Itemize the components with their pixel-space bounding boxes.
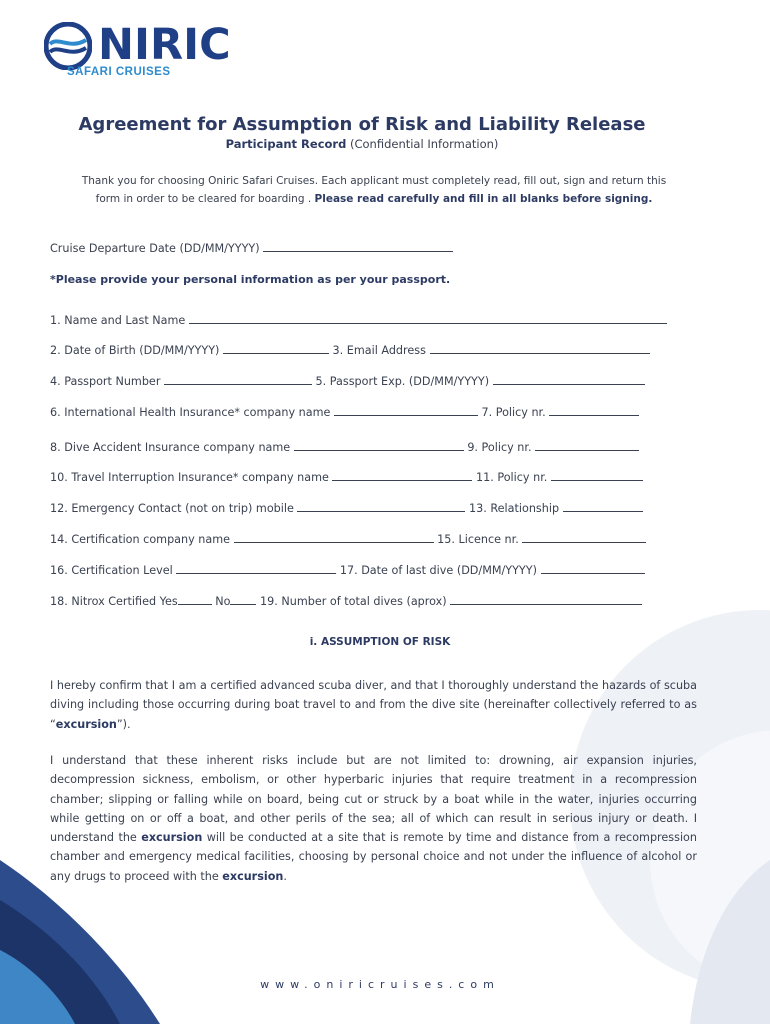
document-subtitle xyxy=(0,137,724,151)
passport-note: *Please provide your personal information as per your passport. xyxy=(50,273,451,286)
field-label: 14. Certification company name xyxy=(50,533,231,546)
subtitle-rest: (Confidential Information) xyxy=(349,137,499,151)
blank-line[interactable] xyxy=(230,594,256,605)
field-passport xyxy=(50,374,700,388)
field-label: No xyxy=(215,595,231,608)
paragraph-1 xyxy=(50,676,697,734)
field-label: 18. Nitrox Certified Yes xyxy=(50,595,178,608)
field-label: 1. Name and Last Name xyxy=(50,314,186,327)
blank-line[interactable] xyxy=(234,532,434,543)
logo-subtitle: SAFARI CRUISES xyxy=(67,66,171,78)
blank-line[interactable] xyxy=(223,343,329,354)
para-bold: excursion xyxy=(141,831,203,845)
field-label: 7. Policy nr. xyxy=(481,406,546,419)
oniric-logo xyxy=(44,20,234,82)
field-label: 3. Email Address xyxy=(332,344,426,357)
blank-line[interactable] xyxy=(551,470,643,481)
field-label: 11. Policy nr. xyxy=(476,471,548,484)
wave-logo-icon xyxy=(44,22,92,70)
blank-line[interactable] xyxy=(176,563,336,574)
field-dive-insurance xyxy=(50,440,700,454)
blank-line[interactable] xyxy=(294,440,464,451)
field-label: 4. Passport Number xyxy=(50,375,161,388)
logo-wordmark: NIRIC xyxy=(98,20,231,70)
field-nitrox-dives xyxy=(50,594,700,608)
field-label: 15. Licence nr. xyxy=(437,533,519,546)
field-label: 5. Passport Exp. (DD/MM/YYYY) xyxy=(315,375,490,388)
field-label: 16. Certification Level xyxy=(50,564,173,577)
field-label: 12. Emergency Contact (not on trip) mobile xyxy=(50,502,294,515)
footer-website: www.oniricruises.com xyxy=(260,978,500,991)
field-cert-level xyxy=(50,563,700,577)
field-label: 6. International Health Insurance* company name xyxy=(50,406,331,419)
para-text: will be conducted at a site that is remote by time and distance from a recompression chamber and emergency medical facilities, choosing by personal choice and not under the influence of alcohol or any drugs to proceed with the xyxy=(50,831,697,883)
para-bold: excursion xyxy=(222,869,284,883)
field-health-insurance xyxy=(50,405,700,419)
para-text: . xyxy=(283,869,287,883)
field-travel-insurance xyxy=(50,470,700,484)
field-dob-email xyxy=(50,343,700,357)
field-label: 8. Dive Accident Insurance company name xyxy=(50,441,291,454)
field-label: 2. Date of Birth (DD/MM/YYYY) xyxy=(50,344,220,357)
blank-line[interactable] xyxy=(549,405,639,416)
field-label: Cruise Departure Date (DD/MM/YYYY) xyxy=(50,242,260,255)
field-name xyxy=(50,313,700,327)
para-text: I hereby confirm that I am a certified advanced scuba diver, and that I thoroughly understand the hazards of scuba diving including those occurring during boat travel to and from the dive site (hereinafter collectively referred to as “ xyxy=(50,679,697,731)
intro-text xyxy=(48,172,700,208)
field-label: 9. Policy nr. xyxy=(467,441,532,454)
blank-line[interactable] xyxy=(297,501,465,512)
paragraph-2 xyxy=(50,751,697,886)
intro-line-2-bold: Please read carefully and fill in all blanks before signing. xyxy=(314,193,653,205)
intro-line-1: Thank you for choosing Oniric Safari Cruises. Each applicant must completely read, fill out, sign and return this xyxy=(81,175,667,187)
blank-line[interactable] xyxy=(430,343,650,354)
blank-line[interactable] xyxy=(493,374,645,385)
blank-line[interactable] xyxy=(263,241,453,252)
section-title: i. ASSUMPTION OF RISK xyxy=(309,636,451,648)
field-label: 17. Date of last dive (DD/MM/YYYY) xyxy=(339,564,537,577)
blank-line[interactable] xyxy=(334,405,478,416)
field-label: 19. Number of total dives (aprox) xyxy=(260,595,447,608)
intro-line-2: form in order to be cleared for boarding . xyxy=(95,193,312,205)
field-label: 10. Travel Interruption Insurance* company name xyxy=(50,471,329,484)
blank-line[interactable] xyxy=(164,374,312,385)
field-emergency-contact xyxy=(50,501,700,515)
blank-line[interactable] xyxy=(450,594,642,605)
blank-line[interactable] xyxy=(541,563,645,574)
field-certification xyxy=(50,532,700,546)
blank-line[interactable] xyxy=(535,440,639,451)
para-bold: excursion xyxy=(55,717,117,731)
blank-line[interactable] xyxy=(522,532,646,543)
document-title: Agreement for Assumption of Risk and Liability Release xyxy=(78,114,646,135)
blank-line[interactable] xyxy=(563,501,643,512)
blank-line[interactable] xyxy=(189,313,667,324)
para-text: ”). xyxy=(116,717,131,731)
para-text: I understand that these inherent risks include but are not limited to: drowning, air expansion injuries, decompression sickness, embolism, or other hyperbaric injuries that require treatment in a recompression chamber; slipping or falling while on board, being cut or struck by a boat while in the water, injuries occurring while getting on or off a boat, and other perils of the sea; all of which can result in serious injury or death. I understand the xyxy=(50,754,697,845)
blank-line[interactable] xyxy=(178,594,212,605)
blank-line[interactable] xyxy=(332,470,472,481)
field-label: 13. Relationship xyxy=(469,502,560,515)
field-departure-date xyxy=(50,241,700,255)
subtitle-bold: Participant Record xyxy=(225,137,347,151)
